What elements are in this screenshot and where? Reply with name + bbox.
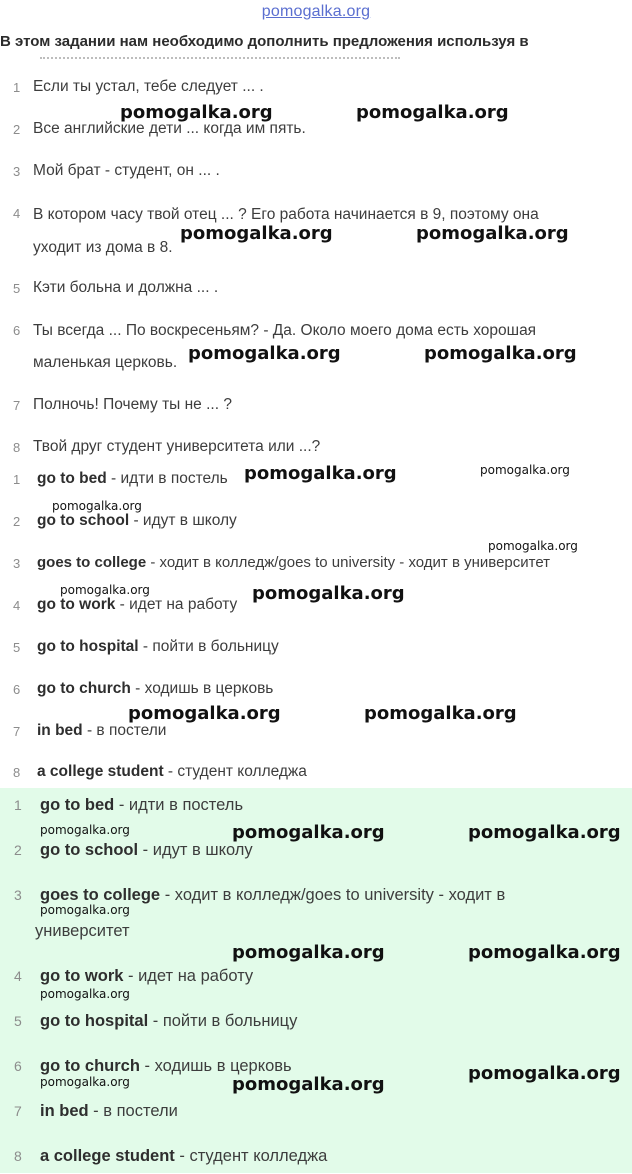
item-number: 6: [13, 682, 21, 697]
watermark: pomogalka.org: [424, 343, 577, 364]
answer-text: goes to college - ходит в колледж/goes to university - ходит в университет: [37, 554, 551, 571]
sentence-text: В котором часу твой отец ... ? Его работа начинается в 9, поэтому она уходит из дома в 8.: [33, 206, 539, 256]
sentence-text: Все английские дети ... когда им пять.: [33, 120, 306, 137]
sentence-text: Полночь! Почему ты не ... ?: [33, 396, 232, 413]
item-number: 4: [14, 968, 22, 984]
answer-text: университет: [35, 922, 130, 940]
item-number: 4: [13, 206, 21, 221]
watermark: pomogalka.org: [40, 1075, 130, 1089]
answer-text: a college student - студент колледжа: [40, 1147, 328, 1165]
answer-text: go to school - идут в школу: [40, 841, 253, 859]
watermark: pomogalka.org: [252, 583, 405, 604]
answer-text: go to bed - идти в постель: [40, 796, 244, 814]
item-number: 8: [13, 765, 21, 780]
item-number: 8: [13, 440, 21, 455]
item-number: 5: [13, 281, 21, 296]
item-number: 7: [14, 1103, 22, 1119]
answer-text: in bed - в постели: [40, 1102, 178, 1120]
item-number: 2: [14, 842, 22, 858]
watermark: pomogalka.org: [52, 499, 142, 513]
watermark: pomogalka.org: [60, 583, 150, 597]
sentence-text: Кэти больна и должна ... .: [33, 279, 219, 296]
watermark: pomogalka.org: [40, 903, 130, 917]
answer-text: goes to college - ходит в колледж/goes to university - ходит в: [40, 886, 506, 904]
cropped-line: [40, 57, 400, 69]
sentence-text: Мой брат - студент, он ... .: [33, 162, 220, 179]
watermark: pomogalka.org: [188, 343, 341, 364]
task-intro: В этом задании нам необходимо дополнить предложения используя в: [0, 33, 529, 50]
watermark: pomogalka.org: [364, 703, 517, 724]
answer-text: go to church - ходишь в церковь: [37, 680, 274, 697]
item-number: 8: [14, 1148, 22, 1164]
item-number: 2: [13, 122, 21, 137]
item-number: 1: [13, 80, 21, 95]
watermark: pomogalka.org: [120, 102, 273, 123]
watermark: pomogalka.org: [468, 822, 621, 843]
answer-text: go to school - идут в школу: [37, 512, 237, 529]
answer-text: go to bed - идти в постель: [37, 470, 228, 487]
item-number: 5: [13, 640, 21, 655]
watermark: pomogalka.org: [232, 942, 385, 963]
watermark: pomogalka.org: [356, 102, 509, 123]
watermark: pomogalka.org: [416, 223, 569, 244]
item-number: 1: [13, 472, 21, 487]
item-number: 7: [13, 398, 21, 413]
answer-text: go to hospital - пойти в больницу: [37, 638, 279, 655]
watermark: pomogalka.org: [468, 942, 621, 963]
answer-text: go to hospital - пойти в больницу: [40, 1012, 298, 1030]
watermark: pomogalka.org: [40, 823, 130, 837]
watermark: pomogalka.org: [480, 463, 570, 477]
sentence-text: Твой друг студент университета или ...?: [33, 438, 321, 455]
watermark: pomogalka.org: [468, 1063, 621, 1084]
sentence-text: Ты всегда ... По воскресеньям? - Да. Около моего дома есть хорошая маленькая церковь.: [33, 322, 537, 371]
answer-text: go to church - ходишь в церковь: [40, 1057, 292, 1075]
answer-text: go to work - идет на работу: [37, 596, 238, 613]
item-number: 6: [13, 323, 21, 338]
item-number: 3: [14, 887, 22, 903]
watermark: pomogalka.org: [232, 1074, 385, 1095]
watermark: pomogalka.org: [244, 463, 397, 484]
item-number: 3: [13, 164, 21, 179]
answer-text: in bed - в постели: [37, 722, 167, 739]
item-number: 6: [14, 1058, 22, 1074]
watermark: pomogalka.org: [128, 703, 281, 724]
item-number: 4: [13, 598, 21, 613]
watermark: pomogalka.org: [40, 987, 130, 1001]
item-number: 7: [13, 724, 21, 739]
item-number: 2: [13, 514, 21, 529]
item-number: 3: [13, 556, 21, 571]
answer-text: a college student - студент колледжа: [37, 763, 307, 780]
watermark: pomogalka.org: [488, 539, 578, 553]
watermark: pomogalka.org: [232, 822, 385, 843]
sentence-text: Если ты устал, тебе следует ... .: [33, 78, 264, 95]
item-number: 5: [14, 1013, 22, 1029]
answer-text: go to work - идет на работу: [40, 967, 254, 985]
site-title[interactable]: pomogalka.org: [261, 3, 371, 20]
watermark: pomogalka.org: [180, 223, 333, 244]
item-number: 1: [14, 797, 22, 813]
